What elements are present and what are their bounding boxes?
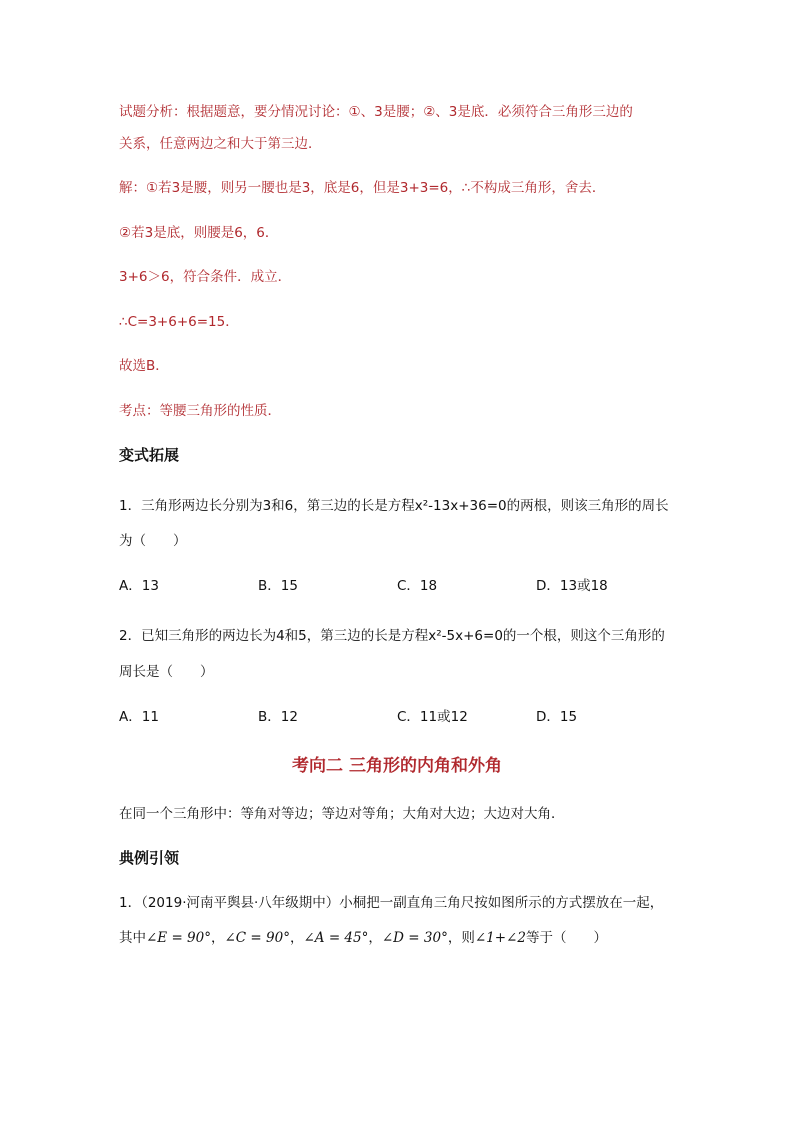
example-prefix: 其中: [119, 930, 146, 946]
example-suffix: 等于（ ）: [525, 930, 607, 946]
q2-option-a: A．11: [119, 709, 159, 725]
solution-line-5: 故选B．: [119, 358, 169, 374]
q2-option-d: D．15: [536, 709, 578, 725]
angle-sum-expression: ∠1+∠2: [474, 930, 526, 946]
analysis-line-1: 试题分析：根据题意，要分情况讨论：①、3是腰；②、3是底．必须符合三角形三边的: [119, 104, 633, 120]
condition-angle-c: ∠C = 90°: [224, 930, 290, 946]
q2-options: [119, 708, 679, 726]
q1-option-c: C．18: [397, 578, 438, 594]
condition-angle-e: ∠E = 90°: [146, 930, 211, 946]
separator-3: ，: [368, 930, 382, 946]
q2-option-b: B．12: [258, 709, 298, 725]
example-line-2: [119, 929, 607, 947]
separator-1: ，: [211, 930, 225, 946]
separator-2: ，: [289, 930, 304, 946]
analysis-line-2: 关系，任意两边之和大于第三边．: [119, 136, 322, 152]
example-heading: 典例引领: [119, 849, 180, 867]
q2-option-c: C．11或12: [397, 709, 468, 725]
solution-line-1: 解：①若3是腰，则另一腰也是3，底是6，但是3+3=6，∴不构成三角形，舍去．: [119, 180, 606, 196]
q1-option-b: B．15: [258, 578, 298, 594]
condition-angle-a: ∠A = 45°: [303, 930, 369, 946]
example-line-1: 1．（2019·河南平舆县·八年级期中）小桐把一副直角三角尺按如图所示的方式摆放在一起，: [119, 895, 664, 911]
solution-line-2: ②若3是底，则腰是6，6．: [119, 225, 279, 241]
q2-line-1: 2．已知三角形的两边长为4和5，第三边的长是方程x²-5x+6=0的一个根，则这个三角形的: [119, 628, 665, 644]
variant-heading: 变式拓展: [119, 446, 180, 464]
q1-option-a: A．13: [119, 578, 159, 594]
q2-line-2: 周长是（ ）: [119, 664, 214, 680]
section-note: 在同一个三角形中：等角对等边；等边对等角；大角对大边；大边对大角．: [119, 806, 565, 822]
q1-line-2: 为（ ）: [119, 533, 187, 549]
condition-angle-d: ∠D = 30°: [381, 930, 448, 946]
solution-line-3: 3+6＞6，符合条件．成立．: [119, 269, 292, 285]
section-title: 考向二 三角形的内角和外角: [292, 756, 502, 776]
solution-line-6: 考点：等腰三角形的性质．: [119, 403, 281, 419]
q1-options: [119, 577, 679, 595]
then-text: ，则: [447, 930, 475, 946]
solution-line-4: ∴C=3+6+6=15．: [119, 314, 239, 330]
q1-option-d: D．13或18: [536, 578, 608, 594]
q1-line-1: 1．三角形两边长分别为3和6，第三边的长是方程x²-13x+36=0的两根，则该三角形的周长: [119, 498, 669, 514]
